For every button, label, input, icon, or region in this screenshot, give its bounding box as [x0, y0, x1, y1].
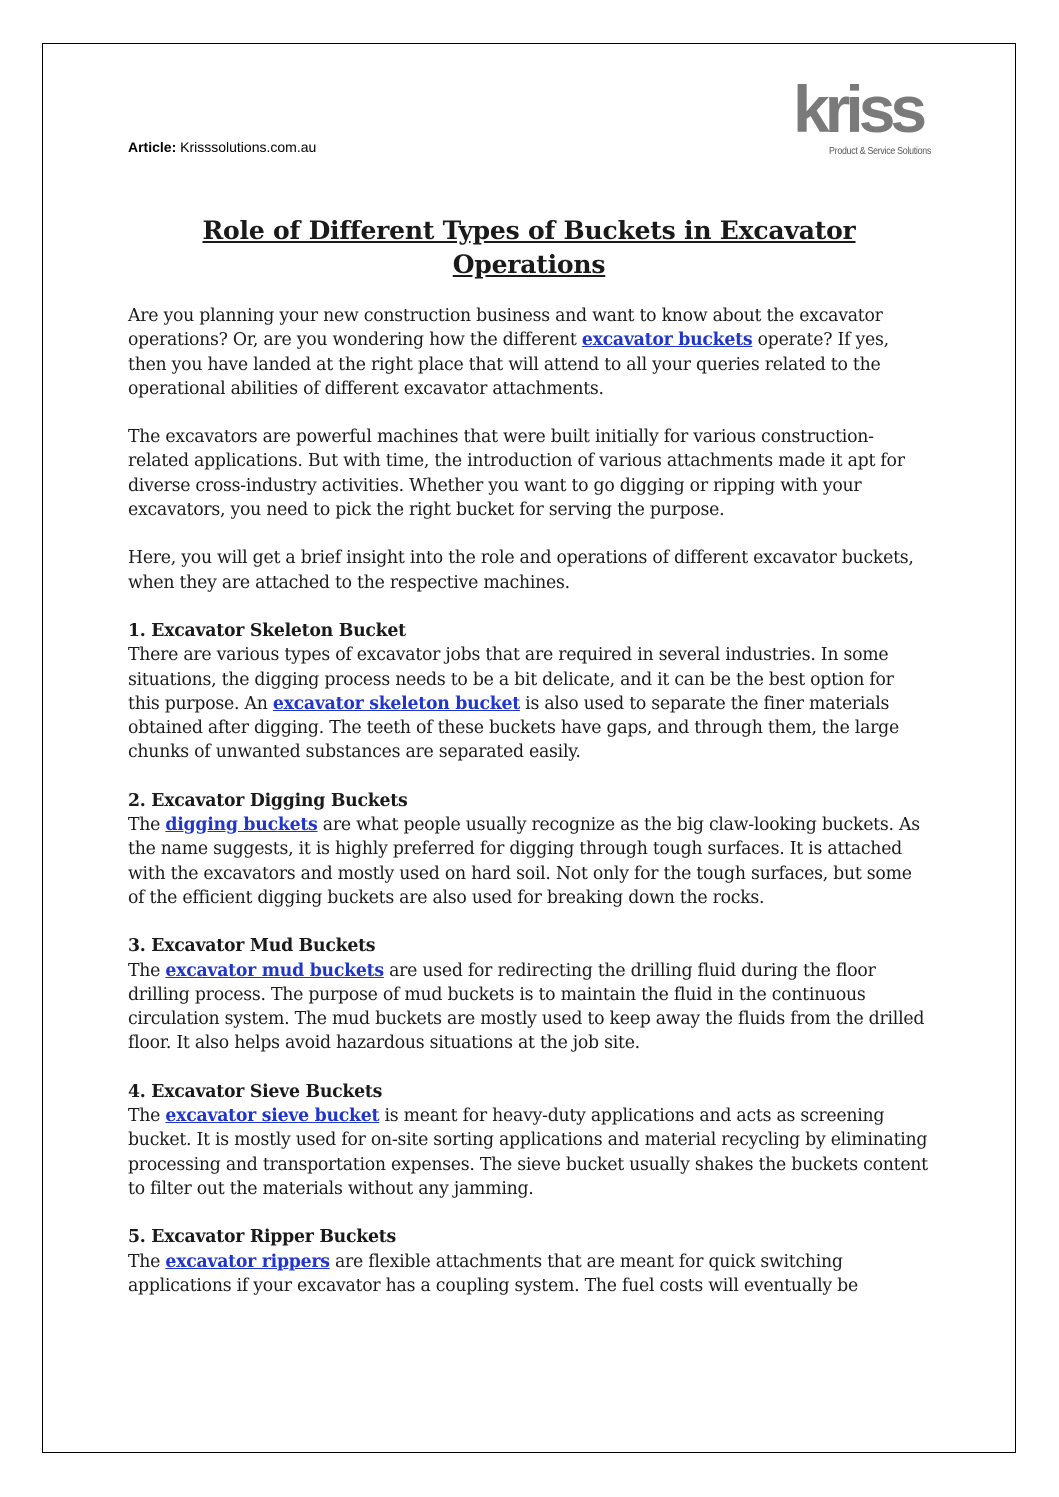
- section-digging-buckets: [128, 789, 928, 910]
- logo-tagline: Product & Service Solutions: [829, 146, 931, 157]
- article-source-line: [128, 139, 316, 155]
- skeleton-bucket-link[interactable]: excavator skeleton bucket: [272, 693, 520, 714]
- section-skeleton-bucket: [128, 619, 928, 765]
- section-heading: 3. Excavator Mud Buckets: [128, 936, 376, 957]
- section-text: The excavator sieve bucket is meant for heavy-duty applications and acts as screening bucket. It is mostly used for on-site sorting applications and material recycling by eliminating processing and transportation expenses. The sieve bucket usually shakes the buckets content to filter out the materials without any jamming.: [128, 1106, 928, 1199]
- intro-paragraph-1: Are you planning your new construction business and want to know about the excavator operations? Or, are you wondering how the different excavator buckets operate? If yes, then you have landed at the right place that will attend to all your queries related to the operational abilities of different excavator attachments.: [128, 306, 889, 399]
- section-heading: 1. Excavator Skeleton Bucket: [128, 620, 406, 641]
- sieve-bucket-link[interactable]: excavator sieve bucket: [165, 1106, 380, 1127]
- article-label: Article:: [128, 139, 177, 155]
- section-text: The digging buckets are what people usually recognize as the big claw-looking buckets. As the name suggests, it is highly preferred for digging through tough surfaces. It is attached with the excavators and mostly used on hard soil. Not only for the tough surfaces, but some of the efficient digging buckets are also used for breaking down the rocks.: [128, 815, 920, 908]
- section-heading: 5. Excavator Ripper Buckets: [128, 1227, 396, 1248]
- section-heading: 2. Excavator Digging Buckets: [128, 790, 408, 811]
- section-heading: 4. Excavator Sieve Buckets: [128, 1081, 383, 1102]
- article-body: [128, 304, 928, 1322]
- excavator-buckets-link[interactable]: excavator buckets: [581, 330, 753, 351]
- mud-buckets-link[interactable]: excavator mud buckets: [165, 960, 384, 981]
- page-title: Role of Different Types of Buckets in Excavator Operations: [202, 216, 856, 279]
- section-sieve-buckets: [128, 1080, 928, 1201]
- article-source: Krisssolutions.com.au: [180, 139, 317, 155]
- intro-paragraph-2: The excavators are powerful machines that were built initially for various construction-related applications. But with time, the introduction of various attachments made it apt for diverse cross-industry activities. Whether you want to go digging or ripping with your excavators, you need to pick the right bucket for serving the purpose.: [128, 427, 905, 521]
- section-mud-buckets: [128, 934, 928, 1055]
- digging-buckets-link[interactable]: digging buckets: [165, 815, 318, 836]
- section-text: There are various types of excavator jobs that are required in several industries. In some situations, the digging process needs to be a bit delicate, and it can be the best option for this purpose. An excavator skeleton bucket is also used to separate the finer materials obtained after digging. The teeth of these buckets have gaps, and through them, the large chunks of unwanted substances are separated easily.: [128, 645, 899, 763]
- rippers-link[interactable]: excavator rippers: [165, 1251, 330, 1272]
- section-text: The excavator rippers are flexible attachments that are meant for quick switching applications if your excavator has a coupling system. The fuel costs will eventually be: [128, 1251, 858, 1296]
- intro-paragraph-3: Here, you will get a brief insight into the role and operations of different excavator buckets, when they are attached to the respective machines.: [128, 548, 914, 593]
- kriss-logo: [785, 72, 935, 160]
- section-ripper-buckets: [128, 1225, 928, 1298]
- logo-word: kriss: [793, 72, 923, 146]
- section-text: The excavator mud buckets are used for redirecting the drilling fluid during the floor drilling process. The purpose of mud buckets is to maintain the fluid in the continuous circulation system. The mud buckets are mostly used to keep away the fluids from the drilled floor. It also helps avoid hazardous situations at the job site.: [128, 960, 925, 1054]
